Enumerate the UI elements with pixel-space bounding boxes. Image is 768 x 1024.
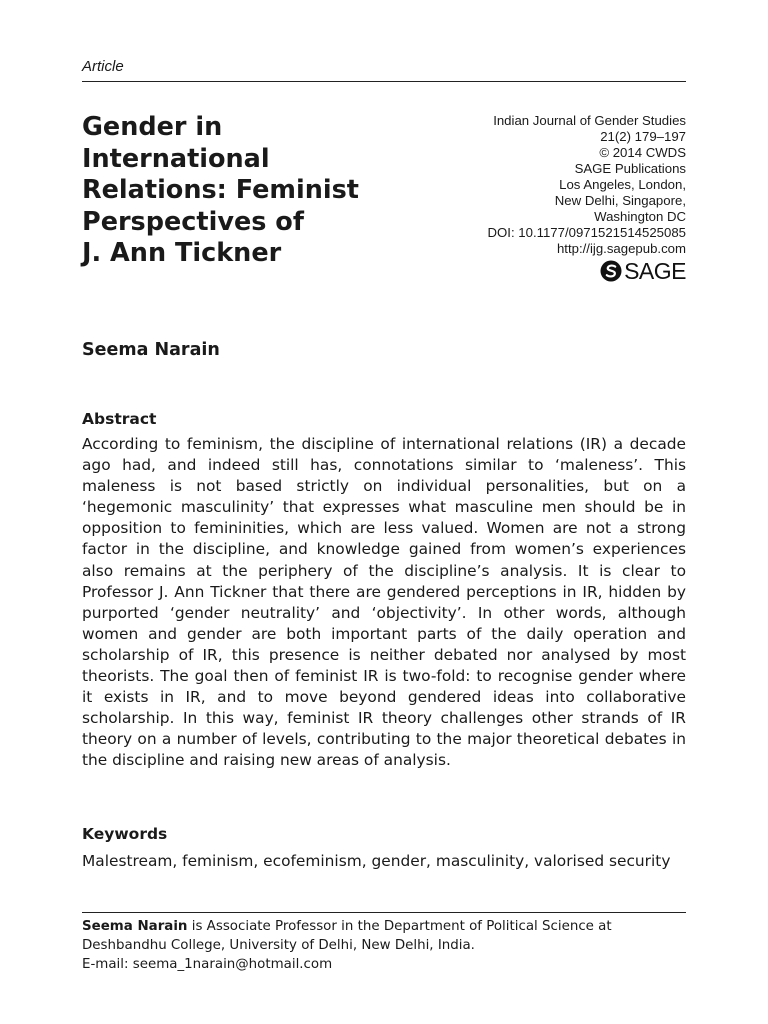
footnote-author-name: Seema Narain [82,919,188,934]
author-footnote [82,917,686,974]
abstract-heading: Abstract [82,410,157,428]
footnote-affiliation: is Associate Professor in the Department of Political Science at Deshbandhu College, University of Delhi, New Delhi, India. [82,919,612,953]
keywords-heading: Keywords [82,825,168,843]
footnote-divider [82,912,686,913]
publisher-locations: Los Angeles, London, [559,177,686,192]
journal-issue: 21(2) 179–197 [600,129,686,144]
publisher-locations: New Delhi, Singapore, [554,193,686,208]
journal-meta [386,113,686,257]
footnote-email[interactable]: E-mail: seema_1narain@hotmail.com [82,957,333,972]
keywords-body: Malestream, feminism, ecofeminism, gender, masculinity, valorised security [82,852,671,870]
title-line: International [82,143,270,174]
sage-logo [600,259,686,283]
copyright: © 2014 CWDS [599,145,686,160]
section-label: Article [82,58,124,75]
sage-emblem-icon [600,260,622,282]
publisher-locations: Washington DC [594,209,686,224]
title-line: Relations: Feminist [82,175,359,205]
author-name: Seema Narain [82,340,220,360]
journal-url[interactable]: http://ijg.sagepub.com [556,241,686,256]
title-line: J. Ann Tickner [82,238,282,268]
sage-logo-text: SAGE [624,258,686,284]
abstract-body: According to feminism, the discipline of international relations (IR) a decade ago had, and indeed still has, connotations similar to ‘maleness’. This maleness is not based strictly on individual personalities, but on a ‘hegemonic masculinity’ that expresses what masculine men should be in opposition to femininities, which are less valued. Women are not a strong factor in the discipline, and knowledge gained from women’s experiences also remains at the periphery of the discipline’s analysis. It is clear to Professor J. Ann Tickner that there are gendered perceptions in IR, hidden by purported ‘gender neutrality’ and ‘objectivity’. In other words, although women and gender are both important parts of the daily operation and scholarship of IR, this presence is neither debated nor analysed by most theorists. The goal then of feminist IR is two-fold: to recognise gender where it exists in IR, and to move beyond gendered ideas into collaborative scholarship. In this way, feminist IR theory challenges other strands of IR theory on a number of levels, contributing to the major theoretical debates in the discipline and raising new areas of analysis. [82,435,686,770]
journal-name: Indian Journal of Gender Studies [493,113,686,128]
title-line: Perspectives of [82,206,304,237]
top-divider [82,81,686,82]
title-line: Gender in [82,112,223,142]
publisher: SAGE Publications [574,161,686,176]
doi[interactable]: DOI: 10.1177/0971521514525085 [487,225,686,240]
